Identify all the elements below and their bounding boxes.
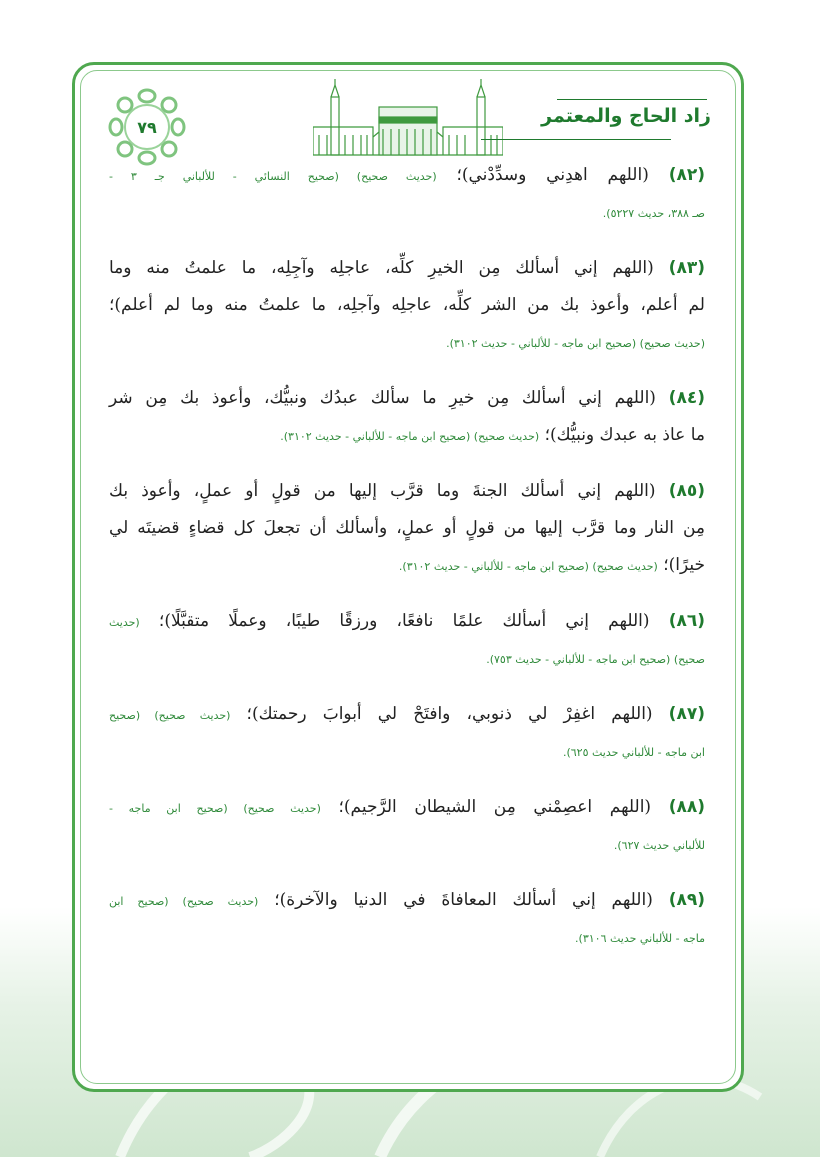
dua-text: خيرًا)؛ — [663, 555, 705, 575]
dua-line — [109, 194, 705, 231]
dua-line — [109, 324, 705, 361]
dua-line — [109, 547, 705, 584]
dua-number: (٨٢) — [668, 165, 706, 185]
dua-text: (اللهم اعصِمْني مِن الشيطان الرَّجيم)؛ — [338, 797, 652, 817]
dua-text: (اللهم إني أسألك علمًا نافعًا، ورزقًا طيبًا، وعملًا متقبَّلًا)؛ — [158, 611, 650, 631]
page-frame — [72, 62, 744, 1092]
book-title: زاد الحاج والمعتمر — [541, 105, 711, 127]
dua-line — [109, 157, 705, 194]
page-number-badge — [107, 87, 187, 167]
entry-spacer — [109, 770, 705, 789]
dua-text: مِن النار وما قرَّب إليها من قولٍ أو عملٍ، وأسألك أن تجعلَ كل قضاءٍ قضيتَه لي — [109, 518, 705, 538]
dua-line — [109, 919, 705, 956]
dua-line — [109, 510, 705, 547]
hadith-source: صـ ٣٨٨، حديث ٥٢٢٧). — [602, 207, 705, 220]
dua-line — [109, 473, 705, 510]
hadith-source: للألباني حديث ٦٢٧). — [613, 839, 705, 852]
hadith-source: (حديث صحيح) (صحيح النسائي - للألباني جـ ٣ - — [109, 170, 437, 183]
dua-line — [109, 789, 705, 826]
dua-number: (٨٨) — [668, 797, 706, 817]
dua-number: (٨٥) — [668, 481, 706, 501]
dua-line — [109, 696, 705, 733]
dua-line — [109, 882, 705, 919]
dua-text: لم أعلم، وأعوذ بك من الشر كلِّه، عاجلِه وآجلِه، ما علمتُ منه وما لم أعلم)؛ — [109, 295, 705, 315]
dua-line — [109, 417, 705, 454]
entry-spacer — [109, 361, 705, 380]
dua-entry — [109, 882, 705, 956]
dua-text: (اللهم إني أسألك الجنةَ وما قرَّب إليها من قولٍ أو عملٍ، وأعوذ بك — [109, 481, 656, 501]
dua-entry — [109, 380, 705, 454]
dua-line — [109, 603, 705, 640]
entry-spacer — [109, 454, 705, 473]
dua-text: (اللهم اهدِني وسدِّدْني)؛ — [456, 165, 649, 185]
hadith-source: (حديث — [109, 616, 140, 629]
dua-entry — [109, 696, 705, 770]
dua-line — [109, 640, 705, 677]
dua-number: (٨٦) — [668, 611, 706, 631]
dua-entry — [109, 789, 705, 863]
title-rule-bottom — [481, 139, 671, 140]
hadith-source: (حديث صحيح) (صحيح ابن ماجه - — [109, 802, 321, 815]
dua-text: (اللهم إني أسألك مِن خيرِ ما سألك عبدُك ونبيُّك، وأعوذ بك مِن شر — [109, 388, 656, 408]
entry-spacer — [109, 231, 705, 250]
dua-entry — [109, 157, 705, 231]
hadith-source: (حديث صحيح) (صحيح — [109, 709, 231, 722]
dua-entry — [109, 603, 705, 677]
hadith-source: (حديث صحيح) (صحيح ابن ماجه - للألباني - حديث ٣١٠٢). — [280, 430, 540, 443]
entry-spacer — [109, 677, 705, 696]
hadith-source: (حديث صحيح) (صحيح ابن ماجه - للألباني - حديث ٣١٠٢). — [398, 560, 658, 573]
hadith-source: ماجه - للألباني حديث ٣١٠٦). — [575, 932, 705, 945]
title-rule-top — [557, 99, 707, 100]
dua-text: ما عاذ به عبدك ونبيُّك)؛ — [544, 425, 705, 445]
dua-number: (٨٤) — [668, 388, 705, 408]
dua-line — [109, 287, 705, 324]
dua-text: (اللهم إني أسألك مِن الخيرِ كلِّه، عاجلِه وآجِلِه، ما علمتُ منه وما — [109, 258, 654, 278]
dua-line — [109, 826, 705, 863]
hadith-source: (حديث صحيح) (صحيح ابن ماجه - للألباني - حديث ٣١٠٢). — [446, 337, 705, 350]
hadith-source: ابن ماجه - للألباني حديث ٦٢٥). — [562, 746, 705, 759]
entry-spacer — [109, 584, 705, 603]
hadith-source: صحيح) (صحيح ابن ماجه - للألباني - حديث ٧٥٣). — [486, 653, 705, 666]
hadith-source: (حديث صحيح) (صحيح ابن — [109, 895, 259, 908]
kaaba-mosque-icon — [313, 77, 503, 157]
dua-text: (اللهم اغفِرْ لي ذنوبي، وافتَحْ لي أبوابَ رحمتك)؛ — [246, 704, 653, 724]
dua-list — [109, 157, 705, 956]
dua-number: (٨٧) — [668, 704, 705, 724]
dua-number: (٨٣) — [668, 258, 705, 278]
dua-entry — [109, 250, 705, 361]
dua-entry — [109, 473, 705, 584]
dua-line — [109, 250, 705, 287]
dua-number: (٨٩) — [668, 890, 706, 910]
entry-spacer — [109, 863, 705, 882]
page-number: ٧٩ — [137, 117, 157, 137]
dua-line — [109, 380, 705, 417]
dua-text: (اللهم إني أسألك المعافاةَ في الدنيا والآخرة)؛ — [274, 890, 653, 910]
dua-line — [109, 733, 705, 770]
